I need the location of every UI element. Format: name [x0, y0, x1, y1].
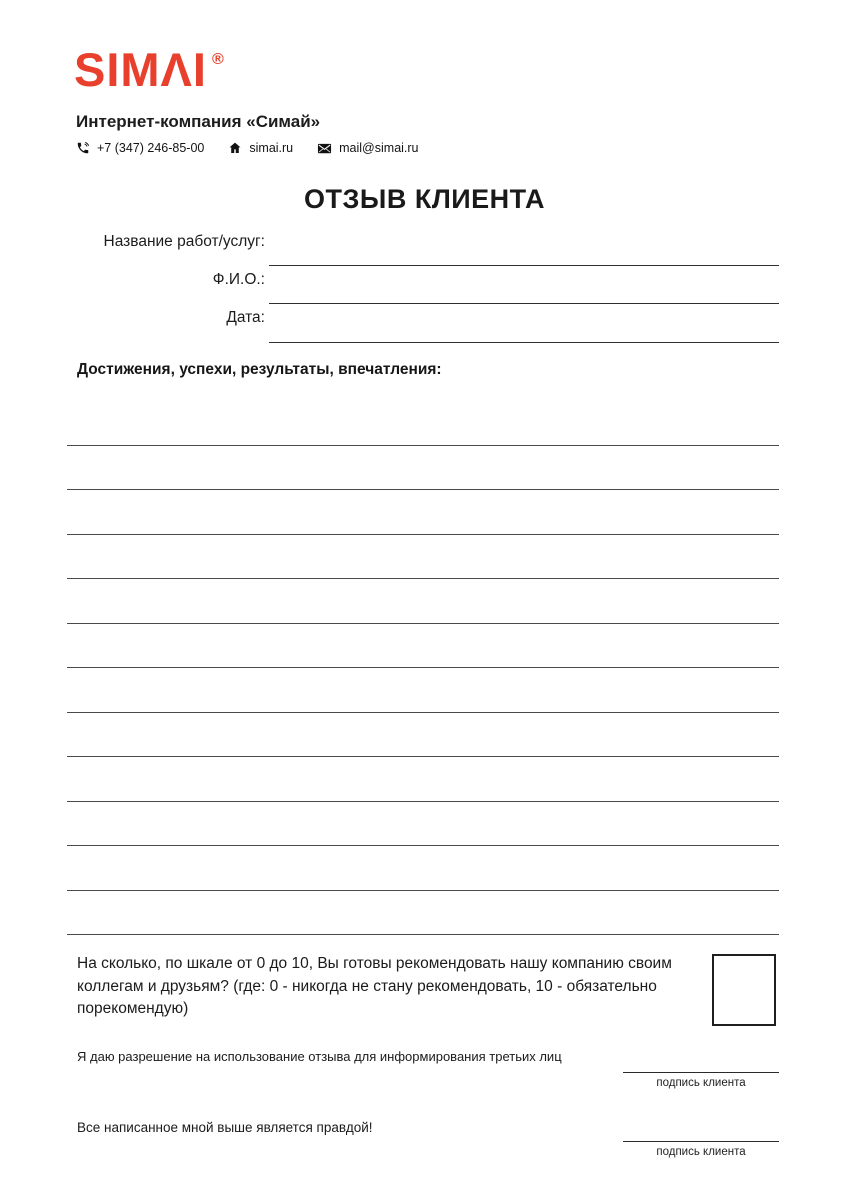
ruled-line[interactable]	[67, 445, 779, 446]
consent-text: Я даю разрешение на использование отзыва для информирования третьих лиц	[77, 1049, 562, 1064]
nps-question: На сколько, по шкале от 0 до 10, Вы готовы рекомендовать нашу компанию своим коллегам и друзьям? (где: 0 - никогда не стану рекомендовать, 10 - обязательно порекомендую)	[77, 955, 672, 1017]
ruled-line[interactable]	[67, 712, 779, 713]
contact-email-text[interactable]: mail@simai.ru	[339, 141, 419, 155]
contact-website-text[interactable]: simai.ru	[249, 141, 294, 155]
truth-statement: Все написанное мной выше является правдой!	[77, 1120, 373, 1135]
signature-caption-consent: подпись клиента	[656, 1077, 746, 1089]
impressions-heading: Достижения, успехи, результаты, впечатления:	[77, 361, 442, 378]
company-name: Интернет-компания «Симай»	[76, 112, 321, 131]
contacts-bar	[76, 141, 419, 155]
ruled-line[interactable]	[67, 534, 779, 535]
ruled-line[interactable]	[67, 578, 779, 579]
ruled-line[interactable]	[67, 890, 779, 891]
signature-caption-truth: подпись клиента	[656, 1146, 746, 1158]
brand-logo	[74, 43, 224, 96]
field-label-fio: Ф.И.О.:	[212, 271, 265, 288]
page-title: ОТЗЫВ КЛИЕНТА	[304, 184, 545, 214]
contact-email	[317, 141, 418, 155]
envelope-icon	[317, 142, 332, 155]
ruled-line[interactable]	[67, 756, 779, 757]
field-label-service: Название работ/услуг:	[103, 233, 265, 250]
ruled-line[interactable]	[67, 934, 779, 935]
field-label-date: Дата:	[226, 309, 265, 326]
ruled-line[interactable]	[67, 623, 779, 624]
field-line-service[interactable]	[269, 265, 779, 266]
field-line-fio[interactable]	[269, 303, 779, 304]
contact-phone	[76, 141, 204, 155]
signature-line-truth[interactable]	[623, 1141, 779, 1142]
field-line-date[interactable]	[269, 342, 779, 343]
ruled-line[interactable]	[67, 801, 779, 802]
ruled-line[interactable]	[67, 845, 779, 846]
nps-score-box[interactable]	[712, 954, 776, 1026]
brand-logo-text: SIMΛI	[74, 43, 207, 96]
contact-website	[228, 141, 293, 155]
ruled-line[interactable]	[67, 489, 779, 490]
phone-icon	[76, 141, 90, 155]
home-icon	[228, 141, 242, 155]
contact-phone-text[interactable]: +7 (347) 246-85-00	[97, 141, 205, 155]
signature-line-consent[interactable]	[623, 1072, 779, 1073]
registered-trademark-icon: ®	[211, 51, 224, 68]
ruled-line[interactable]	[67, 667, 779, 668]
